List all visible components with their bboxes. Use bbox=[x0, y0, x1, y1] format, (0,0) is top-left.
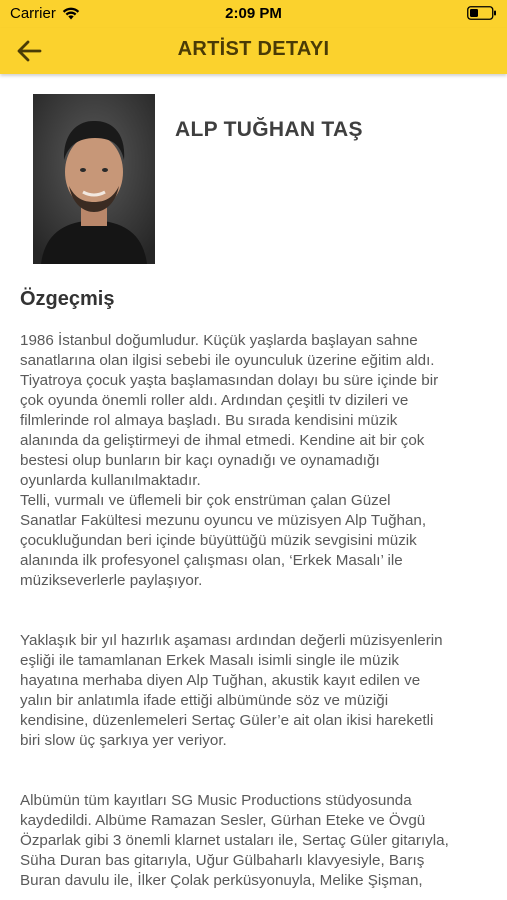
bio-line: Albümün tüm kayıtları SG Music Productions stüdyosunda bbox=[20, 792, 412, 809]
bio-line: biri slow üç şarkıya yer veriyor. bbox=[20, 732, 227, 749]
artist-portrait-image bbox=[33, 94, 155, 264]
bio-line: yalın bir anlatımla ifade ettiği albümünde söz ve müziği bbox=[20, 692, 389, 709]
carrier-label: Carrier bbox=[10, 5, 56, 22]
bio-line: eşliği ile tamamlanan Erkek Masalı isimli single ile müzik bbox=[20, 652, 399, 669]
bio-line: kaydedildi. Albüme Ramazan Sesler, Gürhan Eteke ve Övgü bbox=[20, 812, 426, 829]
page-title: ARTİST DETAYI bbox=[177, 38, 330, 60]
bio-line: bestesi olup bunların bir kaçı oynadığı ve oynamadığı bbox=[20, 452, 380, 469]
bio-line: Yaklaşık bir yıl hazırlık aşaması ardından değerli müzisyenlerin bbox=[20, 632, 443, 649]
bio-line: müzikseverlerle paylaşıyor. bbox=[20, 572, 203, 589]
bio-line: Tiyatroya çocuk yaşta başlamasından dolayı bu süre içinde bir bbox=[20, 372, 439, 389]
bio-line: Özparlak gibi 3 önemli klarnet ustaları ile, Sertaç Güler gitarıyla, bbox=[20, 832, 449, 849]
bio-line: çok oyunda önemli roller aldı. Ardından çeşitli tv dizileri ve bbox=[20, 392, 409, 409]
navigation-bar bbox=[0, 28, 507, 74]
bio-line: alanında da geliştirmeyi de ihmal etmedi. Kendine ait bir çok bbox=[20, 432, 425, 449]
bio-line: hayatına merhaba diyen Alp Tuğhan, akustik kayıt edilen ve bbox=[20, 672, 421, 689]
bio-paragraph-1 bbox=[20, 331, 490, 591]
bio-line: Telli, vurmalı ve üflemeli bir çok enstrüman çalan Güzel bbox=[20, 492, 391, 509]
battery-icon bbox=[467, 6, 497, 20]
status-bar bbox=[0, 0, 507, 28]
bio-line: filmlerinde rol almaya başladı. Bu sırada kendisini müzik bbox=[20, 412, 398, 429]
bio-line: kendisine, düzenlemeleri Sertaç Güler’e ait olan ikisi hareketli bbox=[20, 712, 434, 729]
biography-heading: Özgeçmiş bbox=[20, 288, 115, 310]
bio-line: 1986 İstanbul doğumludur. Küçük yaşlarda başlayan sahne bbox=[20, 332, 418, 349]
bio-line: Süha Duran bas gitarıyla, Uğur Gülbaharlı klavyesiyle, Barış bbox=[20, 852, 425, 869]
bio-line: Buran davulu ile, İlker Çolak perküsyonuyla, Melike Şişman, bbox=[20, 872, 423, 889]
bio-line: alanında ilk profesyonel çalışması olan, ‘Erkek Masalı’ ile bbox=[20, 552, 403, 569]
bio-line: Sanatlar Fakültesi mezunu oyuncu ve müzisyen Alp Tuğhan, bbox=[20, 512, 427, 529]
artist-name: ALP TUĞHAN TAŞ bbox=[175, 118, 363, 141]
bio-line: sanatlarına olan ilgisi sebebi ile oyunculuk üzerine eğitim aldı. bbox=[20, 352, 435, 369]
bio-line: oyunlarda kullanılmaktadır. bbox=[20, 472, 201, 489]
clock: 2:09 PM bbox=[225, 5, 282, 22]
artist-photo bbox=[33, 94, 155, 264]
bio-line: çocukluğundan beri içinde büyüttüğü müzik sevgisini müzik bbox=[20, 532, 417, 549]
biography-text bbox=[20, 331, 490, 891]
bio-paragraph-3 bbox=[20, 791, 490, 891]
bio-paragraph-2 bbox=[20, 631, 490, 751]
